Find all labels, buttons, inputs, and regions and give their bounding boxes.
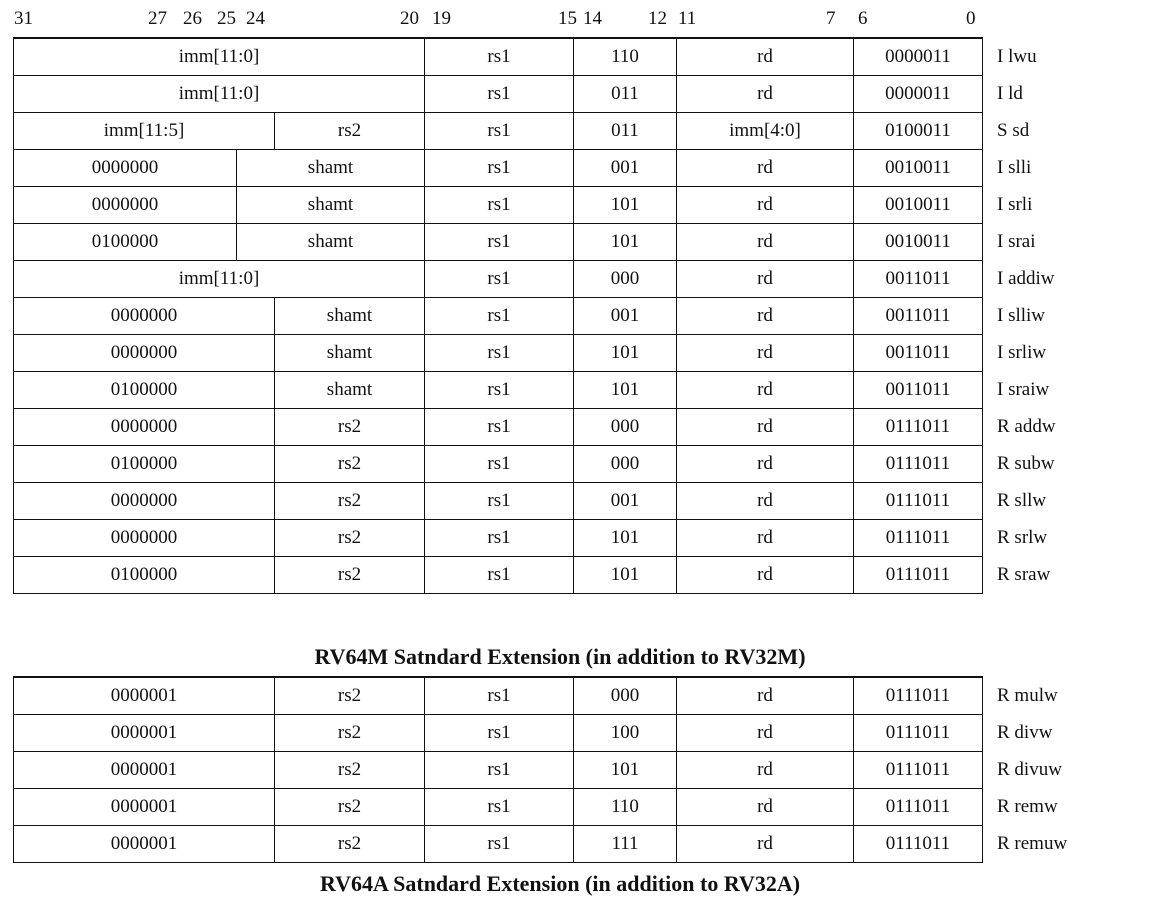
field-cell: shamt	[274, 335, 424, 371]
field-cell: rd	[676, 150, 853, 186]
bit-index: 25	[217, 8, 236, 29]
instruction-label: R remuw	[997, 833, 1068, 854]
field-cell: 101	[573, 520, 676, 556]
field-cell: rs1	[424, 113, 573, 149]
field-cell: 101	[573, 335, 676, 371]
field-cell: rs1	[424, 335, 573, 371]
field-cell: rs1	[424, 187, 573, 223]
field-cell: 101	[573, 224, 676, 260]
encoding-row	[13, 335, 1047, 372]
field-cell: rs1	[424, 224, 573, 260]
field-cell: rs1	[424, 372, 573, 408]
field-cell: rs2	[274, 557, 424, 593]
bit-index: 14	[583, 8, 602, 29]
field-cell: 0100000	[13, 224, 236, 260]
encoding-row	[13, 409, 1056, 446]
field-cell: rs2	[274, 789, 424, 825]
field-cell: 0000000	[13, 520, 274, 556]
field-cell: rd	[676, 446, 853, 482]
instruction-label: R mulw	[997, 685, 1058, 706]
field-cell: 0000001	[13, 789, 274, 825]
instruction-label: S sd	[997, 120, 1030, 141]
rv64i-encoding-table	[13, 37, 1056, 594]
field-cell: rs2	[274, 752, 424, 788]
encoding-row	[13, 76, 1023, 113]
field-cell: rs2	[274, 113, 424, 149]
instruction-label: R srlw	[997, 527, 1048, 548]
field-cell: 0100000	[13, 446, 274, 482]
field-cell: rd	[676, 789, 853, 825]
field-cell: shamt	[274, 372, 424, 408]
encoding-row	[13, 39, 1037, 76]
encoding-row	[13, 520, 1048, 557]
field-cell: rd	[676, 715, 853, 751]
field-cell: rs1	[424, 715, 573, 751]
field-cell: rd	[676, 520, 853, 556]
encoding-row	[13, 113, 1030, 150]
field-cell: 101	[573, 187, 676, 223]
instruction-label: I slliw	[997, 305, 1046, 326]
field-cell: 0000000	[13, 150, 236, 186]
field-cell: rs2	[274, 483, 424, 519]
bit-index: 19	[432, 8, 451, 29]
instruction-label: I srai	[997, 231, 1036, 252]
bit-index: 15	[558, 8, 577, 29]
field-cell: rs1	[424, 826, 573, 862]
encoding-row	[13, 483, 1047, 520]
instruction-label: R remw	[997, 796, 1058, 817]
field-cell: rs1	[424, 752, 573, 788]
bit-index: 12	[648, 8, 667, 29]
field-cell: rs1	[424, 298, 573, 334]
field-cell: rs1	[424, 409, 573, 445]
field-cell: 0000000	[13, 187, 236, 223]
field-cell: 0011011	[853, 372, 983, 408]
bit-index: 24	[246, 8, 265, 29]
field-cell: rd	[676, 372, 853, 408]
field-cell: 000	[573, 261, 676, 297]
instruction-label: I slli	[997, 157, 1032, 178]
field-cell: 001	[573, 298, 676, 334]
encoding-row	[13, 187, 1033, 224]
field-cell: imm[11:0]	[13, 261, 424, 297]
field-cell: rd	[676, 826, 853, 862]
instruction-label: R addw	[997, 416, 1056, 437]
field-cell: 111	[573, 826, 676, 862]
instruction-label: R divuw	[997, 759, 1062, 780]
field-cell: rd	[676, 261, 853, 297]
field-cell: rs1	[424, 446, 573, 482]
field-cell: 0111011	[853, 678, 983, 714]
field-cell: rs1	[424, 557, 573, 593]
field-cell: 0000011	[853, 39, 983, 75]
field-cell: rd	[676, 298, 853, 334]
field-cell: 101	[573, 557, 676, 593]
encoding-row	[13, 372, 1050, 409]
field-cell: 0011011	[853, 298, 983, 334]
field-cell: 100	[573, 715, 676, 751]
bit-index: 7	[826, 8, 836, 29]
field-cell: 0111011	[853, 557, 983, 593]
encoding-row	[13, 150, 1032, 187]
field-cell: 0000001	[13, 752, 274, 788]
field-cell: shamt	[236, 224, 424, 260]
bit-index: 26	[183, 8, 202, 29]
field-cell: rd	[676, 335, 853, 371]
field-cell: 0111011	[853, 520, 983, 556]
field-cell: 0000011	[853, 76, 983, 112]
bit-index: 11	[678, 8, 697, 29]
field-cell: 0011011	[853, 261, 983, 297]
field-cell: 000	[573, 678, 676, 714]
field-cell: rs1	[424, 261, 573, 297]
field-cell: rd	[676, 187, 853, 223]
bit-index: 27	[148, 8, 167, 29]
bit-index: 6	[858, 8, 868, 29]
field-cell: 0010011	[853, 224, 983, 260]
field-cell: imm[11:0]	[13, 39, 424, 75]
field-cell: rd	[676, 752, 853, 788]
rv64a-heading: RV64A Satndard Extension (in addition to RV32A)	[319, 871, 801, 896]
field-cell: rs1	[424, 483, 573, 519]
field-cell: rd	[676, 557, 853, 593]
field-cell: 110	[573, 789, 676, 825]
field-cell: 001	[573, 150, 676, 186]
field-cell: 0000001	[13, 826, 274, 862]
bit-index: 20	[400, 8, 419, 29]
field-cell: 101	[573, 752, 676, 788]
field-cell: 0011011	[853, 335, 983, 371]
encoding-row	[13, 557, 1051, 594]
field-cell: 000	[573, 446, 676, 482]
field-cell: 0111011	[853, 826, 983, 862]
field-cell: 011	[573, 76, 676, 112]
instruction-label: I lwu	[997, 46, 1037, 67]
encoding-row	[13, 789, 1058, 826]
instruction-label: I srli	[997, 194, 1033, 215]
instruction-label: R sllw	[997, 490, 1047, 511]
encoding-row	[13, 224, 1036, 261]
field-cell: 0111011	[853, 789, 983, 825]
field-cell: 0010011	[853, 187, 983, 223]
bit-index: 0	[966, 8, 976, 29]
field-cell: imm[11:5]	[13, 113, 274, 149]
field-cell: 0100011	[853, 113, 983, 149]
field-cell: 0000001	[13, 715, 274, 751]
field-cell: rs2	[274, 409, 424, 445]
field-cell: rs1	[424, 789, 573, 825]
instruction-label: I srliw	[997, 342, 1047, 363]
field-cell: 0000001	[13, 678, 274, 714]
field-cell: rd	[676, 678, 853, 714]
bit-index: 31	[14, 8, 33, 29]
encoding-row	[13, 298, 1046, 335]
field-cell: rs1	[424, 520, 573, 556]
instruction-label: I sraiw	[997, 379, 1050, 400]
instruction-label: R sraw	[997, 564, 1051, 585]
field-cell: rs2	[274, 446, 424, 482]
field-cell: rs1	[424, 150, 573, 186]
field-cell: 0111011	[853, 409, 983, 445]
encoding-row	[13, 826, 1068, 863]
field-cell: rd	[676, 39, 853, 75]
field-cell: 0000000	[13, 409, 274, 445]
field-cell: imm[11:0]	[13, 76, 424, 112]
encoding-row	[13, 715, 1053, 752]
field-cell: rd	[676, 76, 853, 112]
field-cell: rd	[676, 409, 853, 445]
field-cell: imm[4:0]	[676, 113, 853, 149]
rv64m-encoding-table	[13, 676, 1068, 863]
encoding-row	[13, 261, 1055, 298]
field-cell: rd	[676, 224, 853, 260]
field-cell: 0100000	[13, 372, 274, 408]
field-cell: 0100000	[13, 557, 274, 593]
field-cell: rs1	[424, 76, 573, 112]
field-cell: 0111011	[853, 483, 983, 519]
field-cell: 0111011	[853, 752, 983, 788]
field-cell: 0111011	[853, 446, 983, 482]
field-cell: 0000000	[13, 483, 274, 519]
field-cell: rs2	[274, 715, 424, 751]
field-cell: 110	[573, 39, 676, 75]
field-cell: 011	[573, 113, 676, 149]
field-cell: shamt	[236, 150, 424, 186]
instruction-label: R subw	[997, 453, 1055, 474]
field-cell: rd	[676, 483, 853, 519]
field-cell: 101	[573, 372, 676, 408]
rv64m-heading: RV64M Satndard Extension (in addition to RV32M)	[314, 644, 806, 669]
field-cell: rs1	[424, 678, 573, 714]
field-cell: rs2	[274, 826, 424, 862]
field-cell: 0111011	[853, 715, 983, 751]
field-cell: 0000000	[13, 335, 274, 371]
field-cell: rs2	[274, 520, 424, 556]
instruction-label: I ld	[997, 83, 1023, 104]
encoding-row	[13, 752, 1062, 789]
instruction-label: I addiw	[997, 268, 1055, 289]
encoding-row	[13, 446, 1055, 483]
field-cell: rs1	[424, 39, 573, 75]
instruction-label: R divw	[997, 722, 1053, 743]
field-cell: shamt	[236, 187, 424, 223]
field-cell: 0010011	[853, 150, 983, 186]
field-cell: 000	[573, 409, 676, 445]
field-cell: rs2	[274, 678, 424, 714]
field-cell: 001	[573, 483, 676, 519]
encoding-row	[13, 678, 1058, 715]
field-cell: shamt	[274, 298, 424, 334]
field-cell: 0000000	[13, 298, 274, 334]
